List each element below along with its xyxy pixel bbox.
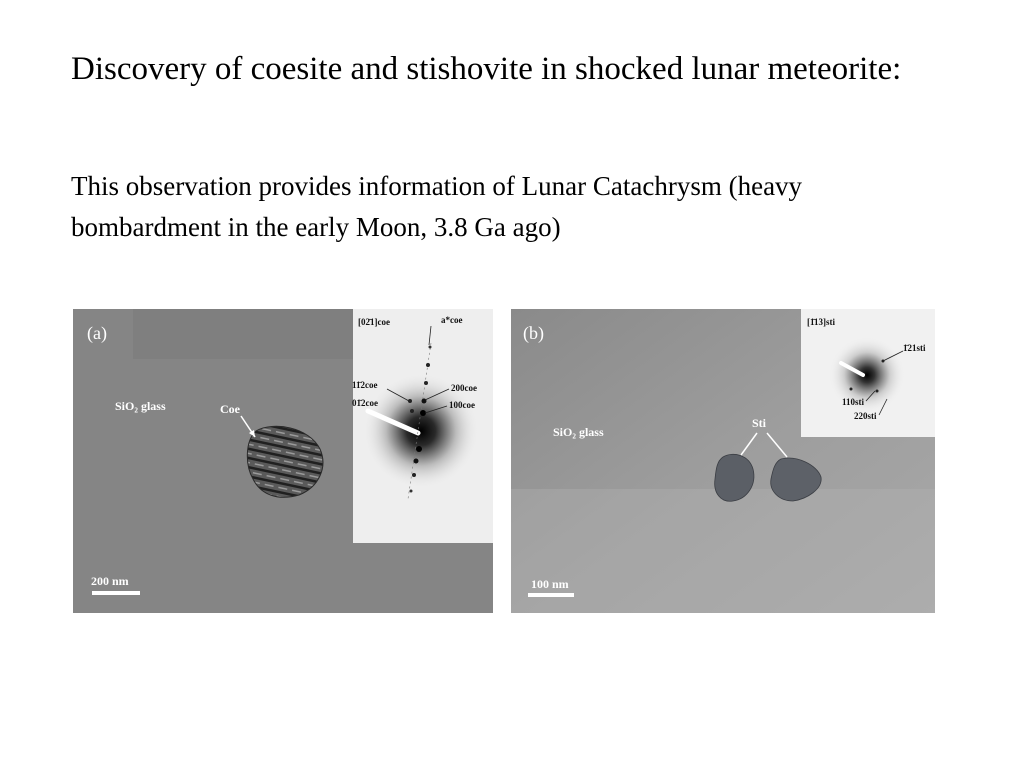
scale-bar-label-b: 100 nm (531, 577, 569, 591)
diffraction-inset-a (352, 309, 493, 543)
panel-label-b: (b) (523, 323, 544, 343)
tem-image-stishovite (511, 309, 935, 613)
inset-ref-4-a: 100coe (449, 400, 475, 410)
diffraction-inset-b (801, 309, 935, 437)
scale-bar-a (92, 591, 140, 595)
inset-ref-2-b: 110sti (842, 397, 865, 407)
inset-ref-1-b: 1̄21sti (903, 343, 926, 353)
inset-zone-axis-a: [02̄1]coe (358, 317, 390, 327)
slide-title: Discovery of coesite and stishovite in shocked lunar meteorite: (71, 51, 902, 87)
inset-ref-1-a: 11̄2coe (352, 380, 378, 390)
inset-zone-axis-b: [1̄13]sti (807, 317, 835, 327)
inset-axis-label: a*coe (441, 315, 463, 325)
inset-ref-2-a: 01̄2coe (352, 398, 378, 408)
scale-bar-label-a: 200 nm (91, 574, 129, 588)
grain-label-coe: Coe (220, 402, 240, 416)
slide-body-text: This observation provides information of Lunar Catachrysm (heavy bombardment in the early Moon, 3.8 Ga ago) (71, 171, 803, 242)
matrix-label-a: SiO₂ glass (115, 399, 166, 413)
panel-label-a: (a) (87, 323, 107, 343)
scale-bar-b (528, 593, 574, 597)
matrix-label-b: SiO₂ glass (553, 425, 604, 439)
inset-ref-3-a: 200coe (451, 383, 477, 393)
tem-image-coesite (73, 309, 493, 613)
grain-label-sti: Sti (752, 416, 767, 430)
inset-ref-3-b: 220sti (854, 411, 877, 421)
